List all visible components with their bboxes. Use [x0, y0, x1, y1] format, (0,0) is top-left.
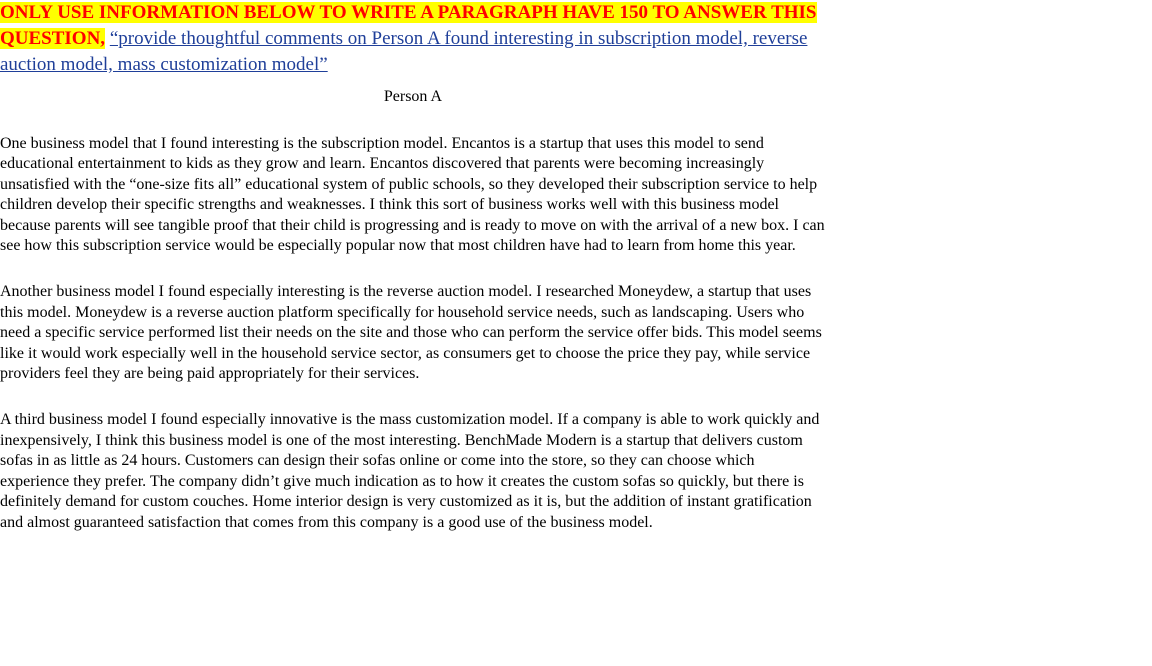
paragraph-mass-customization-model: A third business model I found especially innovative is the mass customization model. If a company is able to work quickly and inexpensively, I think this business model is one of the most interesting. BenchMade Modern is a startup that delivers custom sofas in as little as 24 hours. Customers can design their sofas online or come into the store, so they can choose which experience they prefer. The company didn’t give much indication as to how it creates the custom sofas so quickly, but there is definitely demand for custom couches. Home interior design is very customized as it is, but the addition of instant gratification and almost guaranteed satisfaction that comes from this company is a good use of the business model. [0, 411, 820, 531]
paragraph-subscription-model: One business model that I found interesting is the subscription model. Encantos is a startup that uses this model to send educational entertainment to kids as they grow and learn. Encantos discovered that parents were becoming increasingly unsatisfied with the “one-size fits all” educational system of public schools, so they developed their subscription service to help children develop their specific strengths and weaknesses. I think this sort of business works well with this business model because parents will see tangible proof that their child is progressing and is ready to move on with the arrival of a new box. I can see how this subscription service would be especially popular now that most children have had to learn from home this year. [0, 135, 825, 255]
question-link[interactable]: “provide thoughtful comments on Person A found interesting in subscription model, reverse auction model, mass customization model” [0, 28, 808, 75]
person-label: Person A [383, 88, 443, 105]
highlighted-instruction: ONLY USE INFORMATION BELOW TO WRITE A PARAGRAPH HAVE 150 TO ANSWER THIS QUESTION, [0, 2, 817, 49]
instruction-heading [0, 0, 830, 78]
paragraph-reverse-auction-model: Another business model I found especially interesting is the reverse auction model. I researched Moneydew, a startup that uses this model. Moneydew is a reverse auction platform specifically for household service needs, such as landscaping. Users who need a specific service performed list their needs on the site and those who can perform the service offer bids. This model seems like it would work especially well in the household service sector, as consumers get to choose the price they pay, while service providers feel they are being paid appropriately for their services. [0, 283, 822, 383]
